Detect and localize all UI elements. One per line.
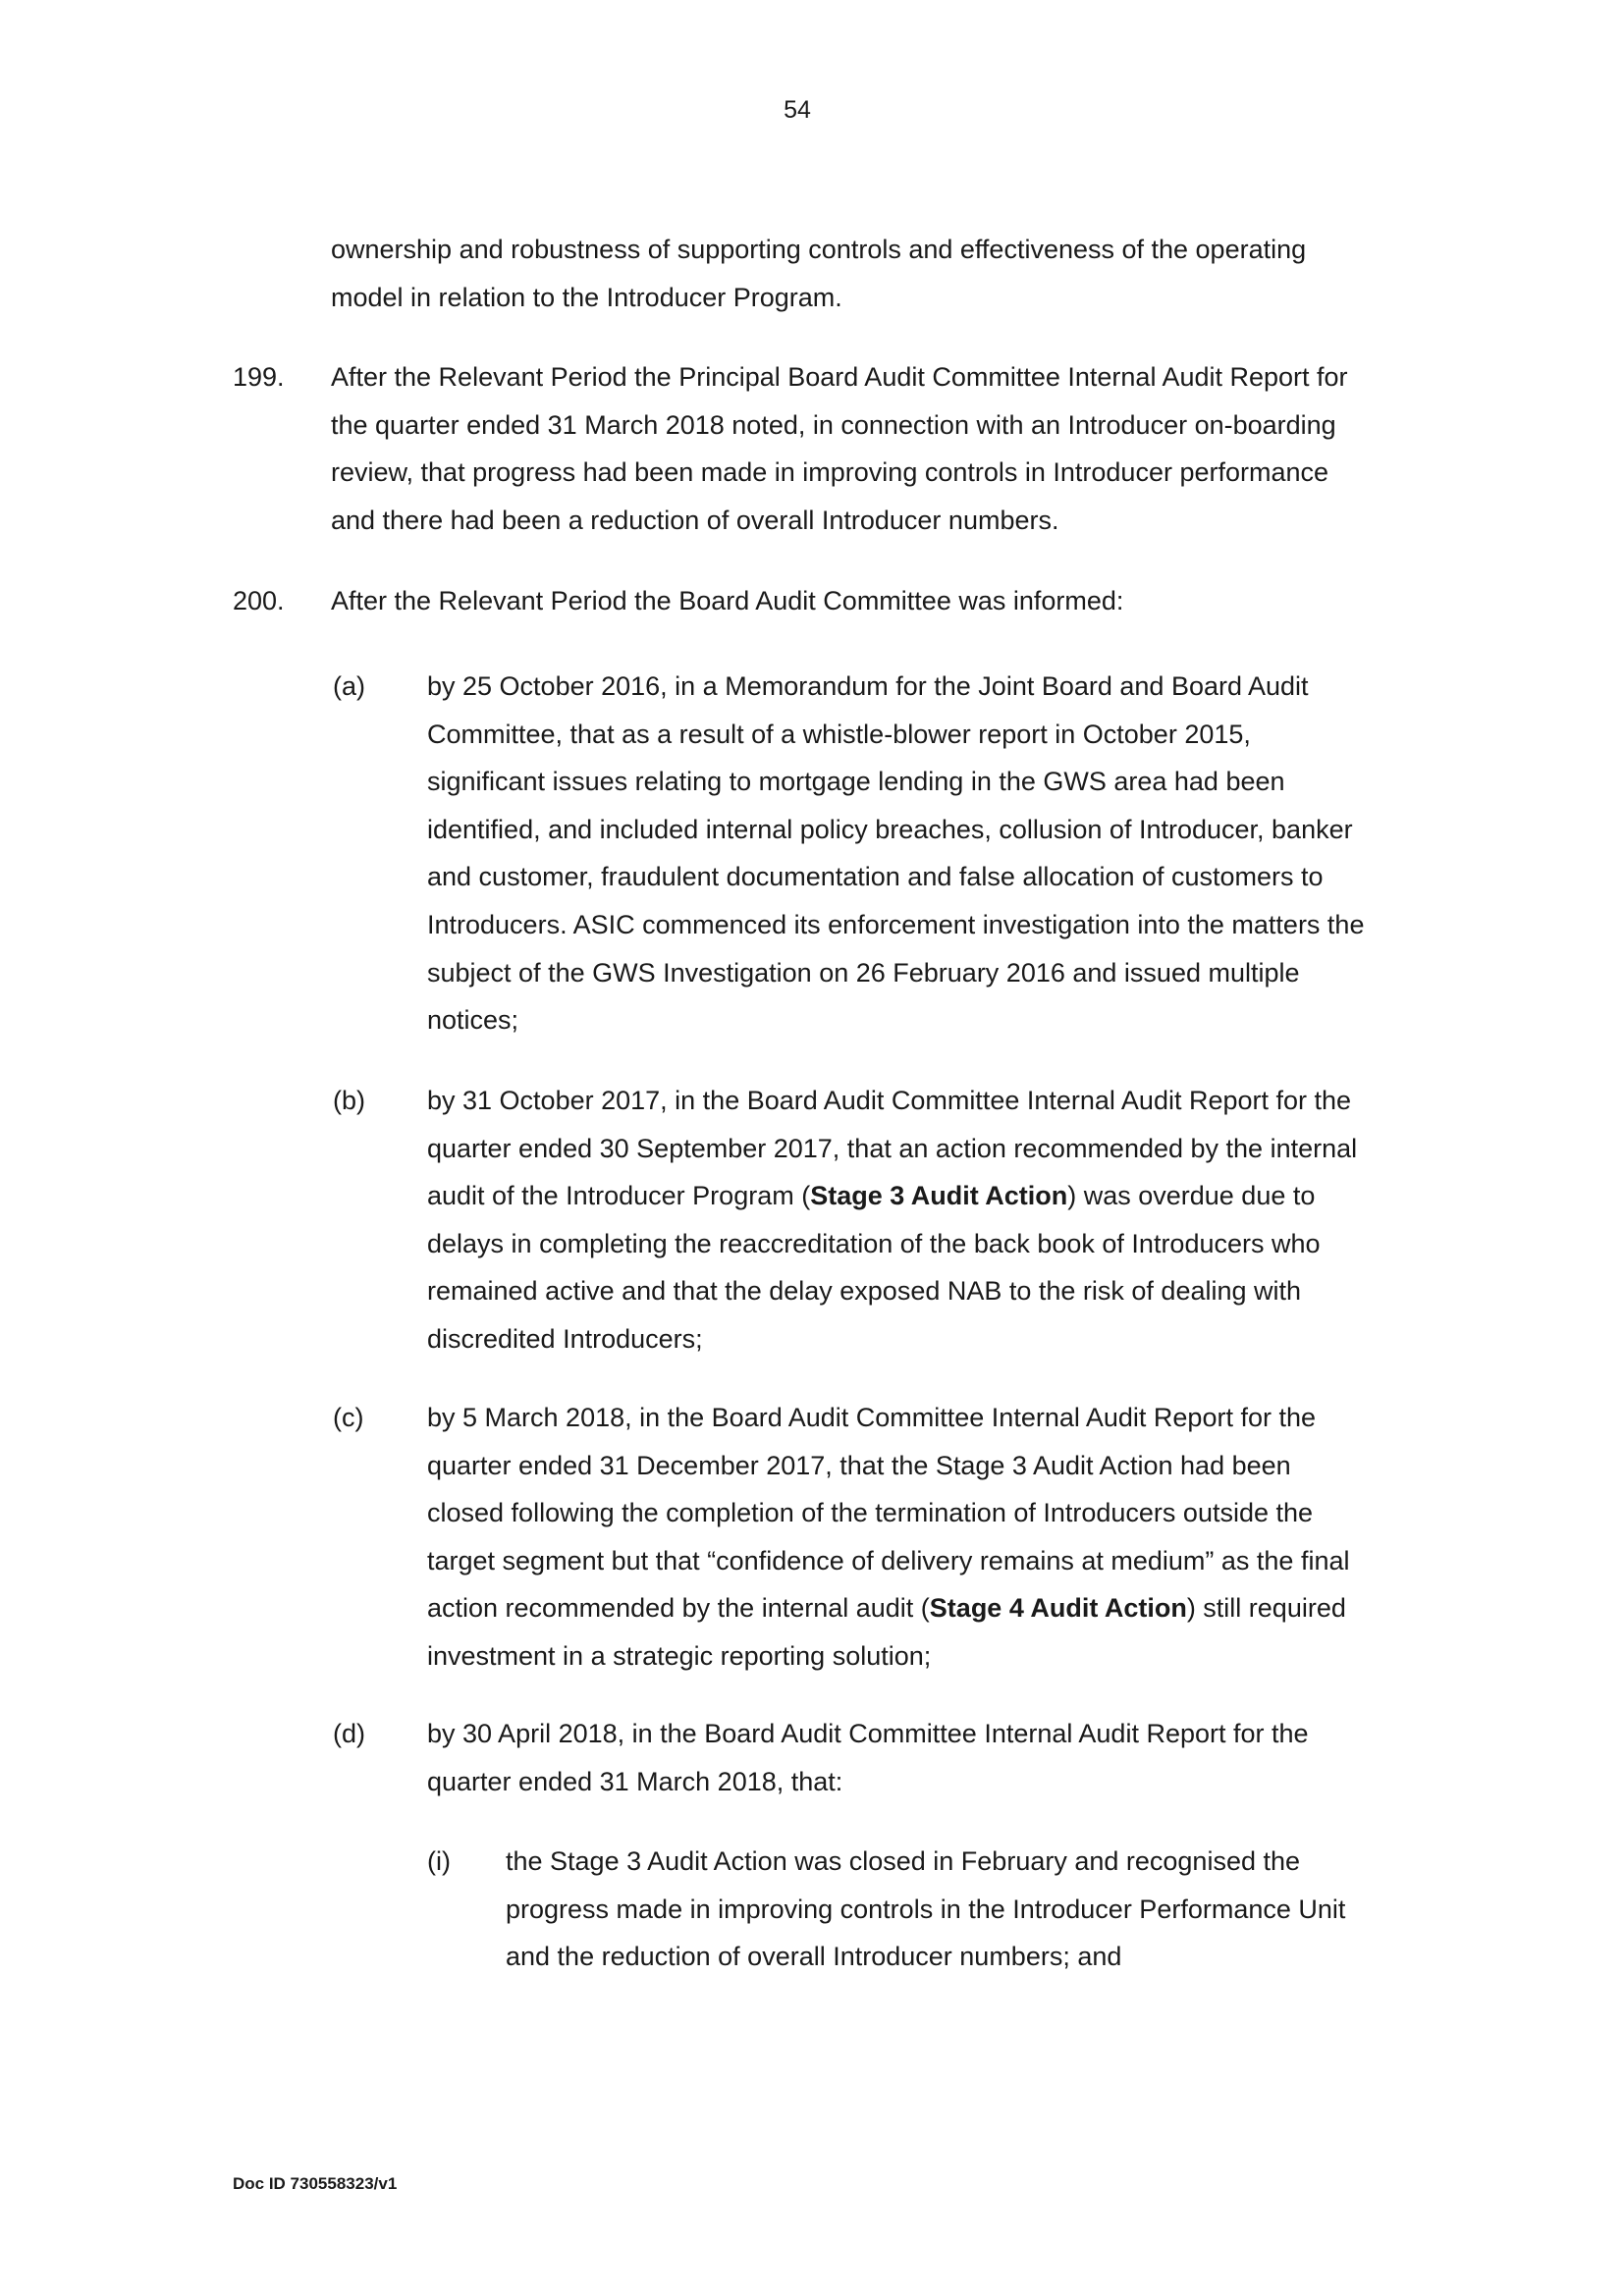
item-line: significant issues relating to mortgage lending in the GWS area had been	[427, 767, 1285, 797]
list-item-a	[427, 663, 1409, 1044]
item-line: by 5 March 2018, in the Board Audit Committee Internal Audit Report for the	[427, 1403, 1317, 1432]
item-line: Committee, that as a result of a whistle-blower report in October 2015,	[427, 719, 1251, 749]
defined-term: Stage 4 Audit Action	[929, 1593, 1187, 1624]
item-line: closed following the completion of the termination of Introducers outside the	[427, 1498, 1314, 1528]
page-number: 54	[784, 96, 811, 124]
item-line: quarter ended 31 March 2018, that:	[427, 1766, 843, 1796]
paragraph-line: and there had been a reduction of overall Introducer numbers.	[331, 505, 1059, 535]
item-line: subject of the GWS Investigation on 26 February 2016 and issued multiple	[427, 957, 1300, 988]
paragraph-line: ownership and robustness of supporting controls and effectiveness of the operating	[331, 235, 1307, 264]
item-line: target segment but that “confidence of delivery remains at medium” as the final	[427, 1545, 1350, 1575]
item-text: audit of the Introducer Program (	[427, 1181, 811, 1211]
item-line: investment in a strategic reporting solution;	[427, 1640, 932, 1671]
item-label: (b)	[333, 1086, 365, 1115]
paragraph-number: 199.	[233, 362, 285, 392]
list-subitem-i	[506, 1838, 1409, 1981]
item-line: quarter ended 31 December 2017, that the Stage 3 Audit Action had been	[427, 1450, 1291, 1480]
list-item-b	[427, 1077, 1409, 1363]
item-line: identified, and included internal policy breaches, collusion of Introducer, banker	[427, 814, 1353, 844]
item-text: ) was overdue due to	[1067, 1181, 1316, 1211]
item-line: quarter ended 30 September 2017, that an action recommended by the internal	[427, 1133, 1358, 1163]
doc-id-footer: Doc ID 730558323/v1	[233, 2174, 398, 2193]
paragraph-number: 200.	[233, 586, 285, 615]
paragraph-199	[331, 353, 1440, 544]
item-label: (a)	[333, 671, 365, 701]
subitem-line: progress made in improving controls in the Introducer Performance Unit	[506, 1894, 1346, 1924]
item-line: by 31 October 2017, in the Board Audit Committee Internal Audit Report for the	[427, 1086, 1352, 1115]
item-label: (c)	[333, 1403, 364, 1432]
list-item-d	[427, 1710, 1409, 1805]
paragraph-line: review, that progress had been made in improving controls in Introducer performance	[331, 457, 1329, 488]
item-line: by 30 April 2018, in the Board Audit Committee Internal Audit Report for the	[427, 1719, 1309, 1748]
item-line: discredited Introducers;	[427, 1323, 703, 1354]
item-text: action recommended by the internal audit (	[427, 1593, 930, 1624]
defined-term: Stage 3 Audit Action	[810, 1181, 1068, 1211]
paragraph-line: After the Relevant Period the Principal Board Audit Committee Internal Audit Report for	[331, 362, 1348, 392]
item-text: ) still required	[1186, 1593, 1346, 1624]
item-label: (d)	[333, 1719, 365, 1748]
item-line: by 25 October 2016, in a Memorandum for the Joint Board and Board Audit	[427, 671, 1309, 701]
item-line: and customer, fraudulent documentation and false allocation of customers to	[427, 862, 1324, 892]
list-item-c	[427, 1394, 1409, 1681]
item-line: notices;	[427, 1005, 519, 1036]
paragraph-line: model in relation to the Introducer Program.	[331, 282, 842, 312]
subitem-line: the Stage 3 Audit Action was closed in February and recognised the	[506, 1846, 1301, 1876]
subitem-label: (i)	[427, 1846, 451, 1876]
item-line-with-term	[427, 1584, 1409, 1632]
item-line: delays in completing the reaccreditation of the back book of Introducers who	[427, 1228, 1321, 1258]
item-line-with-term	[427, 1172, 1409, 1220]
item-line: Introducers. ASIC commenced its enforcement investigation into the matters the	[427, 909, 1365, 939]
paragraph-line: the quarter ended 31 March 2018 noted, in connection with an Introducer on-boarding	[331, 409, 1336, 440]
continuation-paragraph	[331, 226, 1440, 321]
paragraph-line: After the Relevant Period the Board Audit Committee was informed:	[331, 586, 1124, 615]
subitem-line: and the reduction of overall Introducer numbers; and	[506, 1942, 1122, 1972]
item-line: remained active and that the delay exposed NAB to the risk of dealing with	[427, 1276, 1302, 1307]
paragraph-200	[331, 577, 1440, 625]
